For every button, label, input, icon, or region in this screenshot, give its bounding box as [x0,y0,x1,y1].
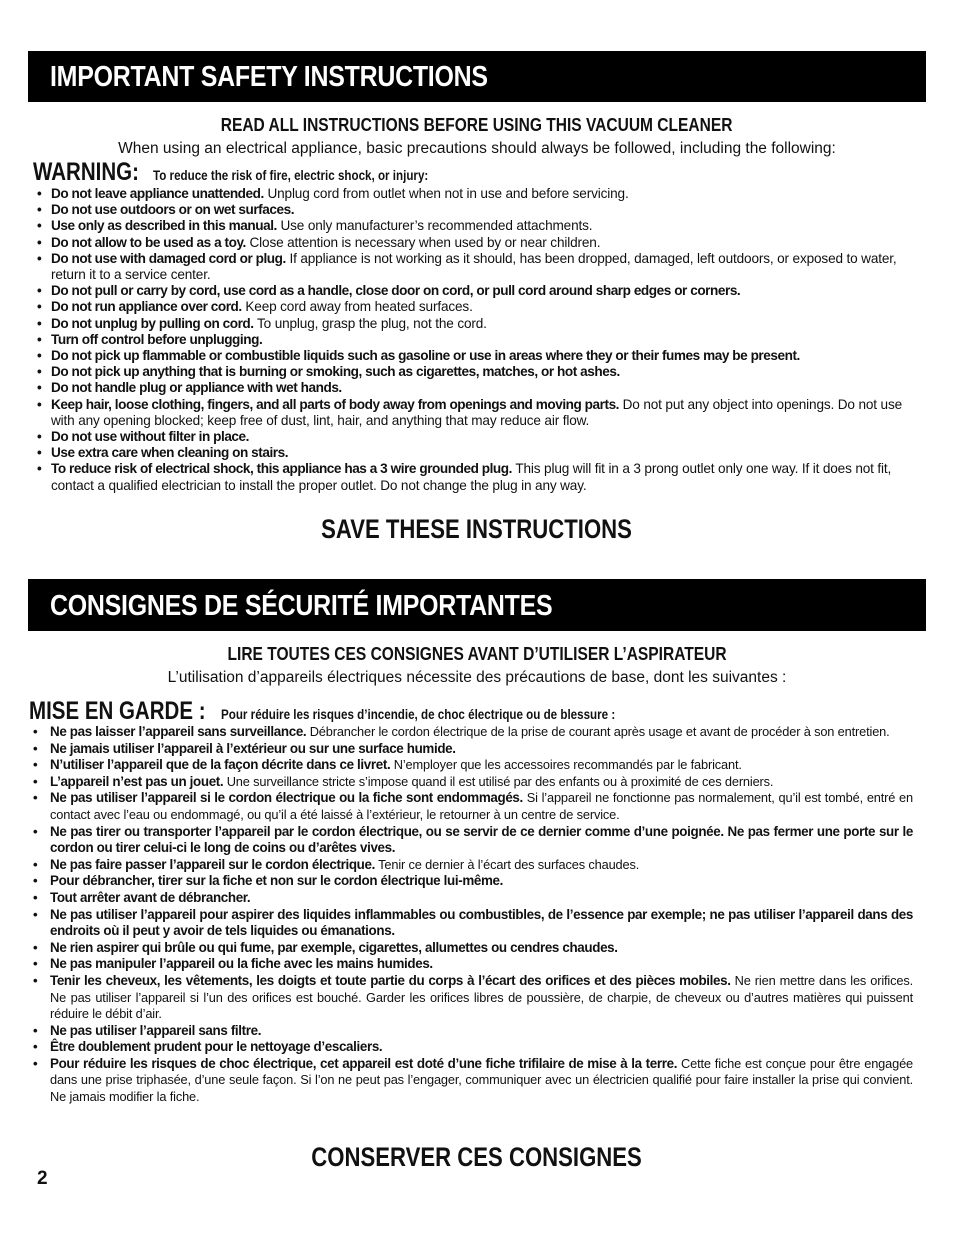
item-bold-text: Do not allow to be used as a toy. [51,234,246,250]
list-item [37,397,909,429]
item-normal-text: Si l’appareil ne fonctionne pas normalement, qu’il est tombé, entré en contact avec l’eau ou endommagé, ou qu’il a été laissé à l’extérieur, le retourner à un centre de service. [50,790,913,822]
list-item [33,973,913,1023]
item-normal-text: To unplug, grasp the plug, not the cord. [253,315,487,331]
list-item [33,1056,913,1106]
item-normal-text: N’employer que les accessoires recommandés par le fabricant. [390,757,742,773]
item-bold-text: Ne pas laisser l’appareil sans surveillance. [50,724,307,739]
list-item [33,774,913,791]
intro-text: When using an electrical appliance, basic precautions should always be followed, including the following: [118,140,836,157]
item-normal-text: If appliance is not working as it should, has been dropped, damaged, left outdoors, or exposed to water, return it to a service center. [51,250,897,283]
list-item [33,1039,913,1056]
item-bold-text: Do not handle plug or appliance with wet hands. [51,380,342,396]
mise-en-garde-label: MISE EN GARDE : [29,697,206,725]
item-bold-text: Do not use with damaged cord or plug. [51,250,286,266]
item-bold-text: Tout arrêter avant de débrancher. [50,889,251,905]
item-bold-text: Do not run appliance over cord. [51,299,242,315]
item-bold-text: Use only as described in this manual. [51,218,277,234]
item-bold-text: Ne pas faire passer l’appareil sur le cordon électrique. [50,856,375,872]
consignes-banner [28,579,926,631]
item-normal-text: Cette fiche est conçue pour être engagée dans une prise triphasée, d’une seule façon. Si l’on ne peut pas l’engager, communiquer avec un électricien qualifié pour faire installer la prise qui convient. Ne jamais modifier la fiche. [50,1055,913,1105]
item-normal-text: Use only manufacturer’s recommended attachments. [276,218,593,234]
banner-title-fr: CONSIGNES DE SÉCURITÉ IMPORTANTES [50,590,553,622]
item-bold-text: To reduce risk of electrical shock, this appliance has a 3 wire grounded plug. [51,461,512,477]
list-item [33,873,913,890]
list-item [37,316,909,332]
item-bold-text: Use extra care when cleaning on stairs. [51,445,289,461]
item-bold-text: Pour réduire les risques de choc électrique, cet appareil est doté d’une fiche trifilaire de mise à la terre. [50,1055,678,1071]
list-item [33,790,913,823]
list-item [37,364,909,380]
item-bold-text: Tenir les cheveux, les vêtements, les doigts et toute partie du corps à l’écart des orifices et des pièces mobiles. [50,972,731,988]
safety-instructions-banner [28,51,926,102]
item-bold-text: Ne pas utiliser l’appareil pour aspirer des liquides inflammables ou combustibles, de l’essence par exemple; ne pas utiliser l’appareil dans des endroits où il peut y avoir de tels liquides ou émanations. [50,906,913,939]
warning-line [33,158,473,187]
list-item [33,1023,913,1040]
item-bold-text: Ne pas tirer ou transporter l’appareil par le cordon électrique, ou se servir de ce dernier comme d’une poignée. Ne pas fermer une porte sur le cordon ou tirer celui-ci le long de coins ou d’arêtes vives. [50,823,913,856]
list-item [37,348,909,364]
item-bold-text: Ne rien aspirer qui brûle ou qui fume, par exemple, cigarettes, allumettes ou cendres chaudes. [50,939,618,955]
item-normal-text: Tenir ce dernier à l’écart des surfaces chaudes. [374,856,640,872]
list-item [33,824,913,857]
list-item [37,380,909,396]
item-normal-text: Ne rien mettre dans les orifices. Ne pas utiliser l’appareil si l’un des orifices est bouché. Garder les orifices libres de poussière, de charpie, de cheveux ou d’autres matières qui puissent réduire le débit d’air. [50,972,913,1022]
mise-en-garde-text: Pour réduire les risques d’incendie, de choc électrique ou de blessure : [220,707,615,722]
item-bold-text: Do not pull or carry by cord, use cord as a handle, close door on cord, or pull cord around sharp edges or corners. [51,283,741,299]
item-bold-text: Pour débrancher, tirer sur la fiche et non sur le cordon électrique lui-même. [50,873,504,889]
safety-list-fr [33,724,913,1106]
save-instructions-heading: SAVE THESE INSTRUCTIONS [321,514,633,544]
list-item [37,445,909,461]
item-normal-text: Do not put any object into openings. Do not use with any opening blocked; keep free of dust, lint, hair, and anything that may reduce air flow. [51,396,903,428]
list-item [37,235,909,251]
item-bold-text: Do not use outdoors or on wet surfaces. [51,202,295,218]
intro-text-fr: L’utilisation d’appareils électriques nécessite des précautions de base, dont les suivantes : [167,669,787,686]
list-item [33,741,913,758]
item-normal-text: Unplug cord from outlet when not in use and before servicing. [263,186,629,201]
item-normal-text: Keep cord away from heated surfaces. [241,299,473,315]
item-bold-text: Do not pick up flammable or combustible liquids such as gasoline or use in areas where they or their fumes may be present. [51,348,800,364]
list-item [37,461,909,493]
item-bold-text: Do not leave appliance unattended. [51,186,264,201]
item-bold-text: L’appareil n’est pas un jouet. [50,773,224,789]
warning-label: WARNING: [33,158,139,186]
list-item [37,218,909,234]
item-bold-text: Ne pas utiliser l’appareil sans filtre. [50,1022,262,1038]
item-normal-text: Close attention is necessary when used by or near children. [245,234,601,250]
mise-en-garde-line [29,697,679,726]
list-item [37,202,909,218]
list-item [33,956,913,973]
item-bold-text: Ne jamais utiliser l’appareil à l’extérieur ou sur une surface humide. [50,740,456,756]
list-item [33,940,913,957]
page-number: 2 [37,1168,48,1189]
list-item [33,724,913,741]
item-bold-text: Do not pick up anything that is burning or smoking, such as cigarettes, matches, or hot ashes. [51,364,620,380]
list-item [33,757,913,774]
lire-consignes-heading: LIRE TOUTES CES CONSIGNES AVANT D’UTILISER L’ASPIRATEUR [227,643,727,664]
banner-title: IMPORTANT SAFETY INSTRUCTIONS [50,61,488,93]
list-item [33,890,913,907]
item-bold-text: Keep hair, loose clothing, fingers, and all parts of body away from openings and moving parts. [51,396,620,412]
warning-text: To reduce the risk of fire, electric shock, or injury: [152,168,428,183]
item-bold-text: Do not unplug by pulling on cord. [51,315,254,331]
list-item [37,299,909,315]
list-item [37,186,909,202]
list-item [33,857,913,874]
list-item [37,429,909,445]
read-instructions-heading: READ ALL INSTRUCTIONS BEFORE USING THIS VACUUM CLEANER [221,114,733,135]
item-bold-text: Ne pas utiliser l’appareil si le cordon électrique ou la fiche sont endommagés. [50,790,523,806]
item-bold-text: Être doublement prudent pour le nettoyage d’escaliers. [50,1039,383,1055]
item-bold-text: Do not use without filter in place. [51,429,249,445]
item-bold-text: N’utiliser l’appareil que de la façon décrite dans ce livret. [50,757,391,773]
list-item [37,283,909,299]
list-item [37,332,909,348]
list-item [33,907,913,940]
item-normal-text: Une surveillance stricte s’impose quand il est utilisé par des enfants ou à proximité de ces derniers. [223,773,774,789]
safety-list-en [37,186,909,494]
list-item [37,251,909,283]
conserver-consignes-heading: CONSERVER CES CONSIGNES [311,1142,643,1172]
item-normal-text: Débrancher le cordon électrique de la prise de courant après usage et avant de procéder à son entretien. [306,724,890,739]
item-bold-text: Ne pas manipuler l’appareil ou la fiche avec les mains humides. [50,956,433,972]
item-bold-text: Turn off control before unplugging. [51,331,263,347]
item-normal-text: This plug will fit in a 3 prong outlet only one way. If it does not fit, contact a qualified electrician to install the proper outlet. Do not change the plug in any way. [51,461,892,493]
